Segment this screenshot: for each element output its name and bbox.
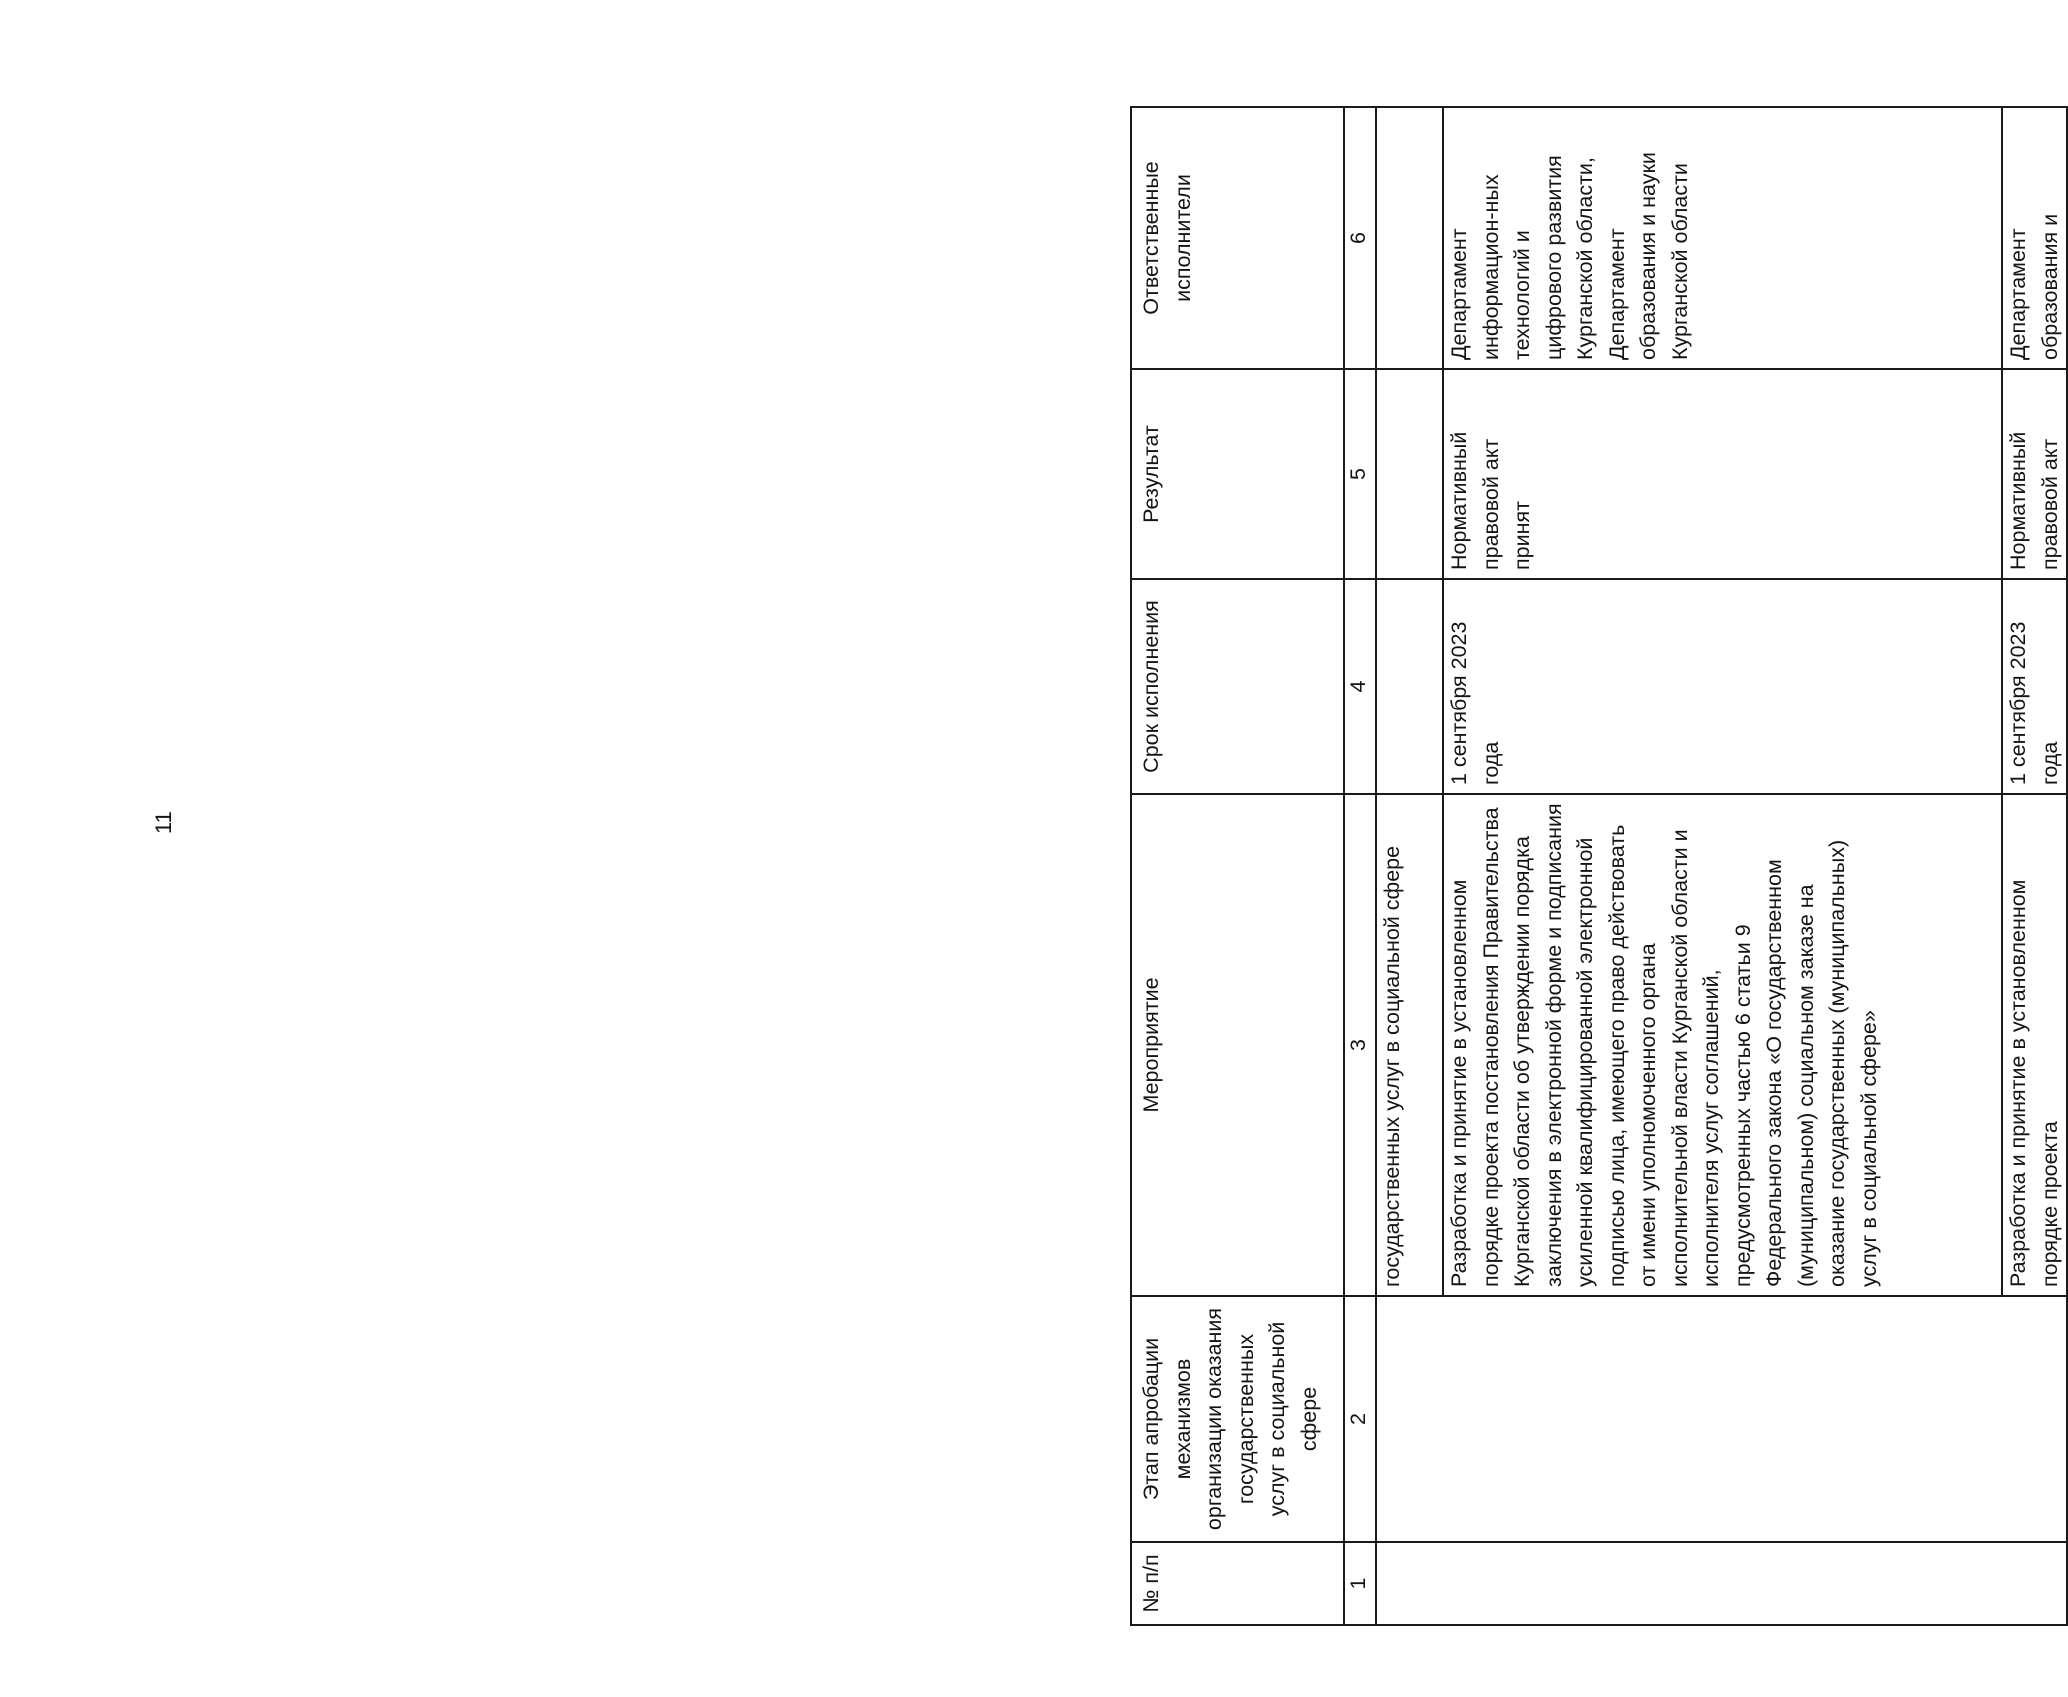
table-row [1376,107,1443,1625]
column-number: 4 [1344,579,1376,794]
column-number-row [1344,107,1376,1625]
header-cell: Срок исполнения [1131,579,1344,794]
deadline-cell [1376,579,1443,794]
deadline-cell: 1 сентября 2023 года [2002,579,2067,794]
column-number: 5 [1344,369,1376,579]
header-cell: № п/п [1131,1542,1344,1625]
result-cell: Нормативный правовой акт принят [1443,369,2002,579]
rotated-page [1130,108,2062,1626]
page-number: 11 [151,811,176,834]
header-cell: Этап апробации механизмов организации оказания государственных услуг в социальной сфере [1131,1296,1344,1542]
column-number: 6 [1344,107,1376,369]
header-cell: Ответственные исполнители [1131,107,1344,369]
measure-cell: Разработка и принятие в установленном порядке проекта постановления Правительства Курганской области об утверждении порядка заключения в электронной форме и подписания усиленной квалифицированной электронной подписью лица, имеющего право действовать от имени уполномоченного органа исполнительной власти Курганской области и исполнителя услуг соглашений, предусмотренных частью 6 статьи 9 Федерального закона «О государственном (муниципальном) социальном заказе на оказание государственных (муниципальных) услуг в социальной сфере» [1443,794,2002,1296]
header-cell: Мероприятие [1131,794,1344,1296]
result-cell: Нормативный правовой акт [2002,369,2067,579]
header-cell: Результат [1131,369,1344,579]
executors-cell: Департамент образования и [2002,107,2067,369]
num-cell [1376,1542,2067,1625]
column-number: 1 [1344,1542,1376,1625]
stage-cell [1376,1296,2067,1542]
executors-cell [1376,107,1443,369]
deadline-cell: 1 сентября 2023 года [1443,579,2002,794]
column-number: 2 [1344,1296,1376,1542]
measure-cell: государственных услуг в социальной сфере [1376,794,1443,1296]
plan-table [1130,106,2068,1626]
measure-cell: Разработка и принятие в установленном порядке проекта [2002,794,2067,1296]
executors-cell: Департамент информацион-ных технологий и цифрового развития Курганской области, Департамент образования и науки Курганской области [1443,107,2002,369]
result-cell [1376,369,1443,579]
table-header-row [1131,107,1344,1625]
column-number: 3 [1344,794,1376,1296]
